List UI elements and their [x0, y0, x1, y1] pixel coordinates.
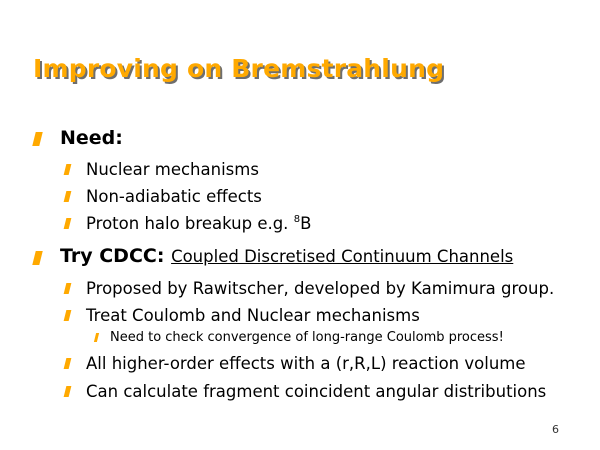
isotope-symbol: B — [300, 214, 312, 233]
bullet-level2-icon — [64, 191, 72, 202]
bullet-level2-icon — [64, 358, 72, 369]
bullet-level2-icon — [64, 283, 72, 294]
cdcc-item-angular: Can calculate fragment coincident angular distributions — [86, 382, 547, 401]
proton-halo-text: Proton halo breakup e.g. — [86, 214, 294, 233]
slide-title: Improving on Bremstrahlung — [33, 54, 445, 83]
bullet-level2-icon — [64, 164, 72, 175]
cdcc-item-proposed: Proposed by Rawitscher, developed by Kamimura group. — [86, 279, 555, 298]
cdcc-heading-row — [60, 245, 513, 267]
need-heading: Need: — [60, 127, 123, 149]
cdcc-subitem-convergence: Need to check convergence of long-range Coulomb process! — [110, 330, 504, 345]
cdcc-heading: Try CDCC: — [60, 245, 172, 267]
need-item-proton-halo — [86, 214, 311, 233]
cdcc-item-treat: Treat Coulomb and Nuclear mechanisms — [86, 306, 420, 325]
need-item-nonadiabatic: Non-adiabatic effects — [86, 187, 262, 206]
bullet-level2-icon — [64, 310, 72, 321]
bullet-level1-icon — [32, 251, 42, 265]
bullet-level1-icon — [32, 132, 42, 146]
bullet-level2-icon — [64, 386, 72, 397]
bullet-level2-icon — [64, 218, 72, 229]
isotope-mass-number: 8 — [293, 214, 301, 225]
cdcc-item-higher-order: All higher-order effects with a (r,R,L) reaction volume — [86, 354, 526, 373]
need-item-nuclear: Nuclear mechanisms — [86, 160, 259, 179]
cdcc-expansion: Coupled Discretised Continuum Channels — [171, 247, 514, 266]
page-number: 6 — [552, 423, 559, 436]
bullet-level3-icon — [94, 333, 99, 342]
